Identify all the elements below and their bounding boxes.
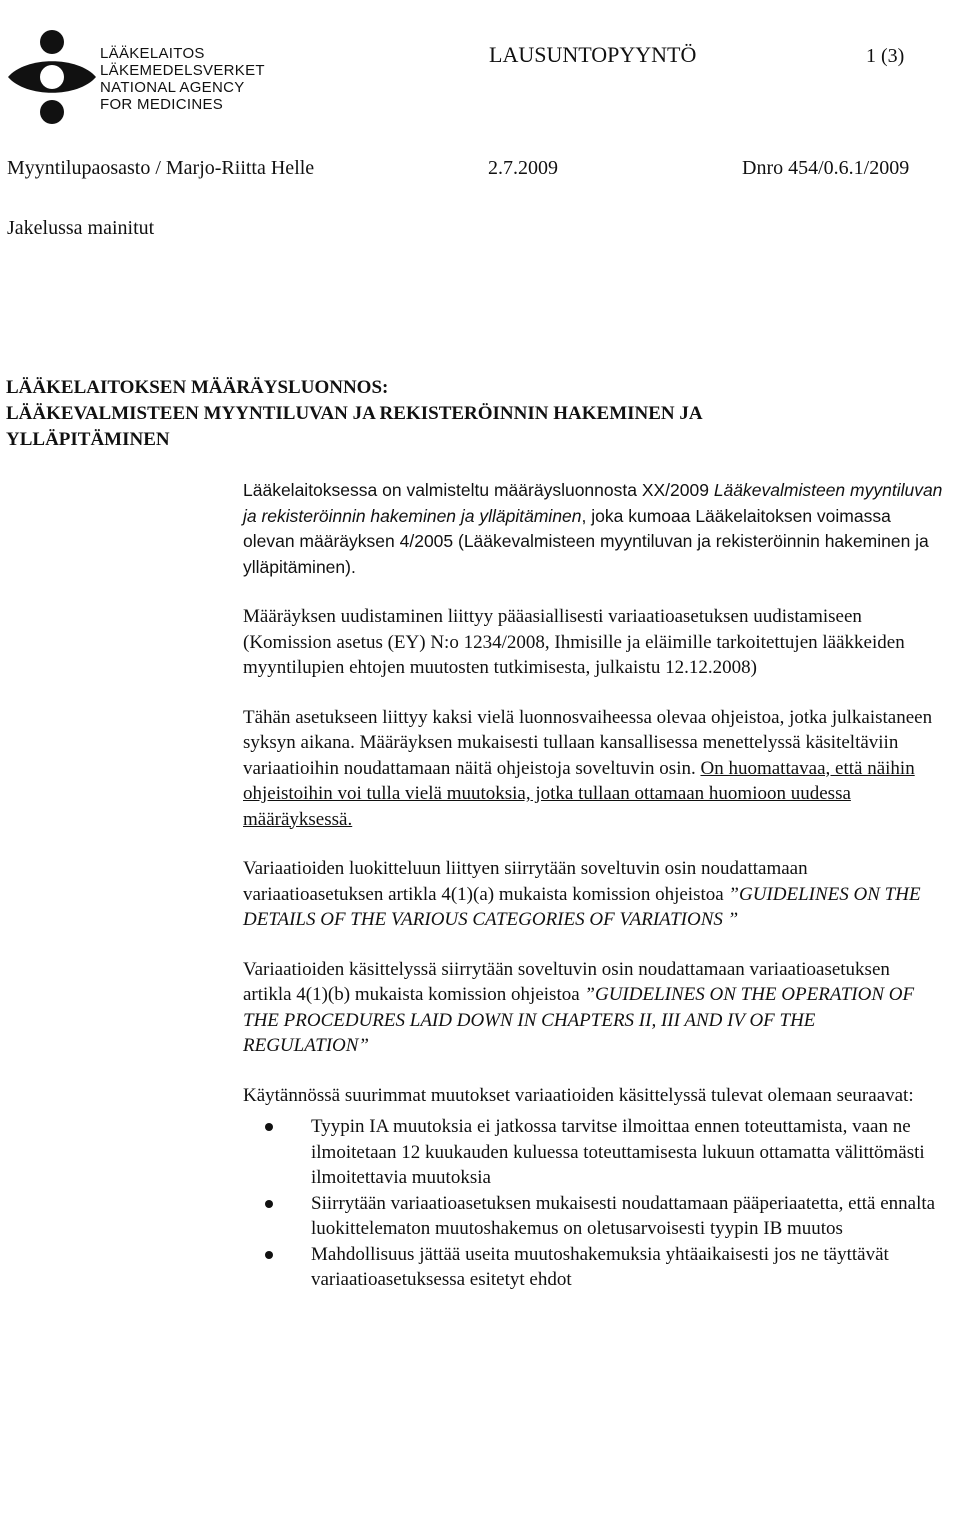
list-item-text: Tyypin IA muutoksia ei jatkossa tarvitse ilmoittaa ennen toteuttamista, vaan ne ilmoitetaan 12 kuukauden kuluessa toteuttamisesta lukuun ottamatta välittömästi ilmoitettavia muutoksia bbox=[311, 1116, 925, 1188]
document-body bbox=[243, 478, 943, 1293]
paragraph-3-underlined: On huomattavaa, että näihin ohjeistoihin voi tulla vielä muutoksia, jotka tullaan ottamaan huomioon uudessa määräyksessä. bbox=[243, 757, 915, 830]
paragraph-4 bbox=[243, 856, 943, 933]
org-line-4: FOR MEDICINES bbox=[100, 96, 224, 113]
org-line-1: LÄÄKELAITOS bbox=[100, 45, 205, 62]
changes-list bbox=[243, 1114, 943, 1293]
organization-name bbox=[100, 45, 265, 113]
bullet-icon bbox=[265, 1200, 273, 1208]
paragraph-6: Käytännössä suurimmat muutokset variaatioiden käsittelyssä tulevat olemaan seuraavat: bbox=[243, 1084, 914, 1106]
bullet-icon bbox=[265, 1251, 273, 1259]
paragraph-4-text: Variaatioiden luokitteluun liittyen siirrytään soveltuvin osin noudattamaan variaatioasetuksen artikla 4(1)(a) mukaista komission ohjeistoa bbox=[243, 858, 808, 905]
page-number: 1 (3) bbox=[866, 45, 905, 67]
paragraph-3-text: Tähän asetukseen liittyy kaksi vielä luonnosvaiheessa olevaa ohjeistoa, jotka julkaistaneen syksyn aikana. Määräyksen mukaisesti tullaan kansallisessa menettelyssä käsiteltäviin variaatioihin noudattamaan näitä ohjeistoja soveltuvin osin. bbox=[243, 706, 933, 779]
list-item-text: Mahdollisuus jättää useita muutoshakemuksia yhtäaikaisesti jos ne täyttävät variaatioasetuksessa esitetyt ehdot bbox=[311, 1243, 889, 1290]
sender: Myyntilupaosasto / Marjo-Riitta Helle bbox=[7, 157, 315, 179]
paragraph-5 bbox=[243, 957, 943, 1059]
agency-logo-icon bbox=[6, 28, 98, 126]
list-item bbox=[243, 1114, 943, 1191]
title-line-1: LÄÄKELAITOKSEN MÄÄRÄYSLUONNOS: bbox=[6, 377, 389, 398]
record-number: Dnro 454/0.6.1/2009 bbox=[742, 157, 910, 179]
paragraph-5-text: Variaatioiden käsittelyssä siirrytään soveltuvin osin noudattamaan variaatioasetuksen artikla 4(1)(b) mukaista komission ohjeistoa bbox=[243, 958, 890, 1005]
guideline-title-1: ”GUIDELINES ON THE DETAILS OF THE VARIOUS CATEGORIES OF VARIATIONS ” bbox=[243, 883, 921, 930]
org-line-3: NATIONAL AGENCY bbox=[100, 79, 245, 96]
document-type: LAUSUNTOPYYNTÖ bbox=[489, 42, 697, 67]
list-item bbox=[243, 1242, 943, 1293]
paragraph-1 bbox=[243, 478, 943, 580]
regulation-title: Lääkevalmisteen myyntiluvan ja rekisteröinnin hakeminen ja ylläpitäminen bbox=[243, 480, 943, 526]
paragraph-3 bbox=[243, 705, 943, 833]
paragraph-2: Määräyksen uudistaminen liittyy pääasiallisesti variaatioasetuksen uudistamiseen (Komission asetus (EY) N:o 1234/2008, Ihmisille ja eläimille tarkoitettujen lääkkeiden myyntilupien ehtojen muutosten tutkimisesta, julkaistu 12.12.2008) bbox=[243, 606, 905, 678]
org-line-2: LÄKEMEDELSVERKET bbox=[100, 62, 265, 79]
paragraph-1-text: Lääkelaitoksessa on valmisteltu määräysluonnosta XX/2009 bbox=[243, 480, 714, 500]
bullet-icon bbox=[265, 1123, 273, 1131]
document-title bbox=[6, 375, 703, 453]
title-line-3: YLLÄPITÄMINEN bbox=[6, 429, 170, 450]
guideline-title-2: ”GUIDELINES ON THE OPERATION OF THE PROCEDURES LAID DOWN IN CHAPTERS II, III AND IV OF THE REGULATION” bbox=[243, 984, 915, 1056]
list-item-text: Siirrytään variaatioasetuksen mukaisesti noudattamaan pääperiaatetta, että ennalta luokittelematon muutoshakemus on oletusarvoisesti tyypin IB muutos bbox=[311, 1192, 936, 1239]
paragraph-1-text-end: , joka kumoaa Lääkelaitoksen voimassa olevan määräyksen 4/2005 (Lääkevalmisteen myyntiluvan ja rekisteröinnin hakeminen ja ylläpitäminen). bbox=[243, 505, 929, 577]
recipients: Jakelussa mainitut bbox=[7, 217, 155, 239]
document-date: 2.7.2009 bbox=[488, 157, 558, 179]
title-line-2: LÄÄKEVALMISTEEN MYYNTILUVAN JA REKISTERÖINNIN HAKEMINEN JA bbox=[6, 403, 703, 424]
list-item bbox=[243, 1191, 943, 1242]
